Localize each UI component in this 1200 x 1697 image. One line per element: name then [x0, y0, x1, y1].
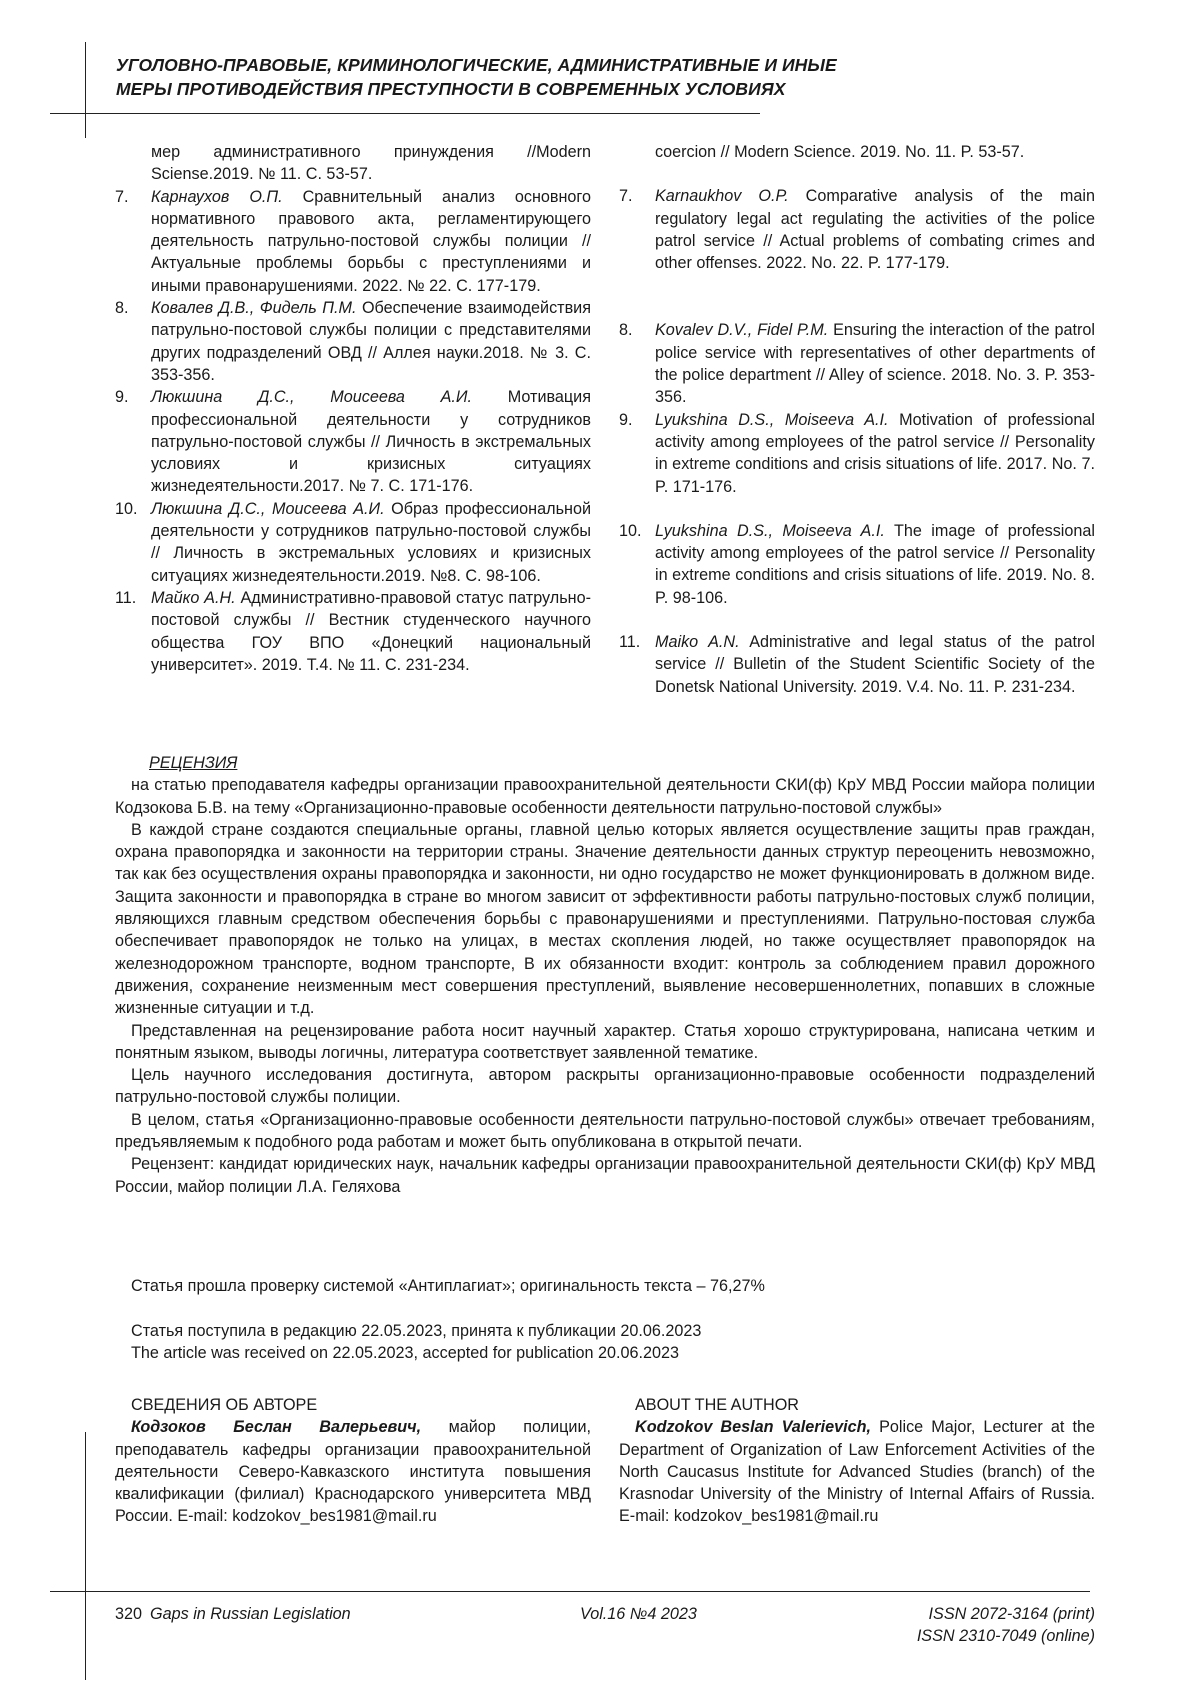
author-name: Kodzokov Beslan Valerievich, — [635, 1418, 871, 1437]
header-line-2: МЕРЫ ПРОТИВОДЕЙСТВИЯ ПРЕСТУПНОСТИ В СОВРЕМЕННЫХ УСЛОВИЯХ — [116, 79, 786, 99]
reference-item — [115, 186, 591, 297]
author-heading: ABOUT THE AUTHOR — [635, 1396, 800, 1414]
left-rule-top — [85, 42, 86, 138]
reference-text: Сравнительный анализ основного нормативного правового акта, регламентирующего деятельность патрульно-постовой службы полиции // Актуальные проблемы борьбы с преступлениями и иными правонарушениями. 2022. № 22. С. 177-179. — [151, 187, 591, 295]
received-en: The article was received on 22.05.2023, accepted for publication 20.06.2023 — [131, 1344, 680, 1362]
author-description: Police Major, Lecturer at the Department of Organization of Law Enforcement Activities of the North Caucasus Institute for Advanced Studies (branch) of the Krasnodar University of the Ministry of Internal Affairs of Russia. E-mail: kodzokov_bes1981@mail.ru — [619, 1418, 1095, 1526]
review-section — [115, 752, 1095, 1198]
reference-continuation: мер административного принуждения //Modern Sciense.2019. № 11. С. 53-57. — [151, 143, 591, 184]
reference-number: 11. — [619, 633, 641, 652]
reference-item — [619, 631, 1095, 698]
reference-author: Karnaukhov O.P. — [655, 187, 789, 206]
author-heading: СВЕДЕНИЯ ОБ АВТОРЕ — [131, 1396, 318, 1414]
reference-author: Люкшина Д.С., Моисеева А.И. — [151, 499, 385, 518]
footer-left — [115, 1603, 351, 1625]
reference-item — [619, 520, 1095, 609]
reference-text: Motivation of professional activity among employees of the patrol service // Personality in extreme conditions and crisis situations of life. 2017. No. 7. P. 171-176. — [655, 410, 1095, 496]
reference-text: Comparative analysis of the main regulatory legal act regulating the activities of the police patrol service // Actual problems of combating crimes and other offenses. 2022. No. 22. P. 177-179. — [655, 187, 1095, 273]
reference-text: Обеспечение взаимодействия патрульно-постовой службы полиции с представителями других подразделений ОВД // Аллея науки.2018. № 3. С. 353-356. — [151, 299, 591, 384]
author-name: Кодзоков Беслан Валерьевич, — [131, 1418, 422, 1437]
reference-number: 10. — [115, 499, 138, 518]
author-info-ru — [115, 1394, 591, 1528]
references-ru — [115, 141, 591, 676]
running-header — [116, 53, 1136, 101]
reference-number: 9. — [115, 388, 129, 407]
reference-item — [115, 587, 591, 676]
reference-item — [619, 409, 1095, 498]
antiplagiat-note: Статья прошла проверку системой «Антиплагиат»; оригинальность текста – 76,27% — [131, 1277, 765, 1295]
reference-continuation: coercion // Modern Science. 2019. No. 11. P. 53-57. — [655, 143, 1025, 161]
reference-author: Карнаухов О.П. — [151, 187, 283, 206]
reference-number: 8. — [115, 299, 129, 318]
reference-author: Kovalev D.V., Fidel P.M. — [655, 321, 829, 340]
reference-author: Майко А.Н. — [151, 588, 236, 607]
received-ru: Статья поступила в редакцию 22.05.2023, принята к публикации 20.06.2023 — [131, 1322, 702, 1340]
reference-item — [115, 386, 591, 497]
footer-rule — [50, 1591, 1090, 1592]
review-paragraph: В целом, статья «Организационно-правовые особенности деятельности патрульно-постовой службы» отвечает требованиям, предъявляемым к подобного рода работам и может быть опубликована в открытой печати. — [115, 1110, 1095, 1152]
reference-item — [619, 319, 1095, 408]
reference-text: Ensuring the interaction of the patrol police service with representatives of other departments of the police department // Alley of science. 2018. No. 3. P. 353-356. — [655, 321, 1095, 407]
reference-author: Maiko A.N. — [655, 633, 740, 652]
reference-text: Мотивация профессиональной деятельности у сотрудников патрульно-постовой службы // Личность в экстремальных условиях и кризисных ситуациях жизнедеятельности.2017. № 7. С. 171-176. — [151, 388, 591, 496]
footer-issn — [917, 1603, 1095, 1647]
reference-text: Образ профессиональной деятельности у сотрудников патрульно-постовой службы // Личность в экстремальных условиях и кризисных ситуациях жизнедеятельности.2019. №8. С. 98-106. — [151, 499, 591, 585]
review-paragraph: Представленная на рецензирование работа носит научный характер. Статья хорошо структурирована, написана четким и понятным языком, выводы логичны, литература соответствует заявленной тематике. — [115, 1021, 1095, 1062]
review-paragraph: на статью преподавателя кафедры организации правоохранительной деятельности СКИ(ф) КрУ МВД России майора полиции Кодзокова Б.В. на тему «Организационно-правовые особенности деятельности патрульно-постовой службы» — [115, 776, 1095, 817]
review-paragraph: Цель научного исследования достигнута, автором раскрыты организационно-правовые особенности подразделений патрульно-постовой службы полиции. — [115, 1066, 1095, 1107]
reference-number: 11. — [115, 588, 137, 607]
reference-number: 7. — [115, 187, 129, 206]
reviewer-info: Рецензент: кандидат юридических наук, начальник кафедры организации правоохранительной деятельности СКИ(ф) КрУ МВД России, майор полиции Л.А. Геляхова — [115, 1155, 1095, 1196]
footer-volume: Vol.16 №4 2023 — [580, 1605, 697, 1623]
issn-print: ISSN 2072-3164 (print) — [928, 1605, 1095, 1623]
journal-name: Gaps in Russian Legislation — [150, 1605, 351, 1623]
reference-item — [115, 498, 591, 587]
reference-number: 7. — [619, 187, 633, 206]
reference-number: 10. — [619, 521, 642, 540]
header-line-1: УГОЛОВНО-ПРАВОВЫЕ, КРИМИНОЛОГИЧЕСКИЕ, АДМИНИСТРАТИВНЫЕ И ИНЫЕ — [116, 55, 837, 75]
review-title: РЕЦЕНЗИЯ — [149, 754, 238, 772]
reference-item — [619, 185, 1095, 274]
issn-online: ISSN 2310-7049 (online) — [916, 1627, 1095, 1645]
reference-author: Люкшина Д.С., Моисеева А.И. — [151, 388, 473, 407]
review-paragraph: В каждой стране создаются специальные органы, главной целью которых является осуществление защиты прав граждан, охрана правопорядка и законности на территории страны. Значение деятельности данных структур переоценить невозможно, так как без осуществления охраны правопорядка и законности, ни одно государство не может функционировать в должном виде. Защита законности и правопорядка в стране во многом зависит от эффективности работы патрульно-постовых служб полиции, являющихся главным средством обеспечения борьбы с правонарушениями и преступлениями. Патрульно-постовая служба обеспечивает правопорядок не только на улицах, в местах скопления людей, но также осуществляет правопорядок на железнодорожном транспорте, водном транспорте, В их обязанности входит: контроль за соблюдением правил дорожного движения, сохранение неизменным мест совершения преступлений, выявление несовершеннолетних, попавших в сложные жизненные ситуации и т.д. — [115, 820, 1095, 1018]
reference-text: Административно-правовой статус патрульно-постовой службы // Вестник студенческого научного общества ГОУ ВПО «Донецкий национальный университет». 2019. Т.4. № 11. С. 231-234. — [151, 588, 591, 674]
author-description: майор полиции, преподаватель кафедры организации правоохранительной деятельности Северо-Кавказского института повышения квалификации (филиал) Краснодарского университета МВД России. E-mail: kodzokov_bes1981@mail.ru — [115, 1418, 591, 1526]
reference-author: Ковалев Д.В., Фидель П.М. — [151, 299, 357, 318]
references-en — [619, 141, 1095, 698]
author-info-en — [619, 1394, 1095, 1528]
reference-text: Administrative and legal status of the patrol service // Bulletin of the Student Scientific Society of the Donetsk National University. 2019. V.4. No. 11. P. 231-234. — [655, 633, 1096, 696]
header-rule — [50, 113, 760, 114]
reference-author: Lyukshina D.S., Moiseeva A.I. — [655, 521, 885, 540]
left-rule-bottom — [85, 1432, 86, 1680]
reference-number: 8. — [619, 321, 633, 340]
reference-number: 9. — [619, 410, 633, 429]
reference-text: The image of professional activity among employees of the patrol service // Personality in extreme conditions and crisis situations of life. 2019. No. 8. P. 98-106. — [655, 521, 1095, 607]
page-number: 320 — [115, 1605, 143, 1623]
reference-author: Lyukshina D.S., Moiseeva A.I. — [655, 410, 889, 429]
reference-item — [115, 297, 591, 386]
